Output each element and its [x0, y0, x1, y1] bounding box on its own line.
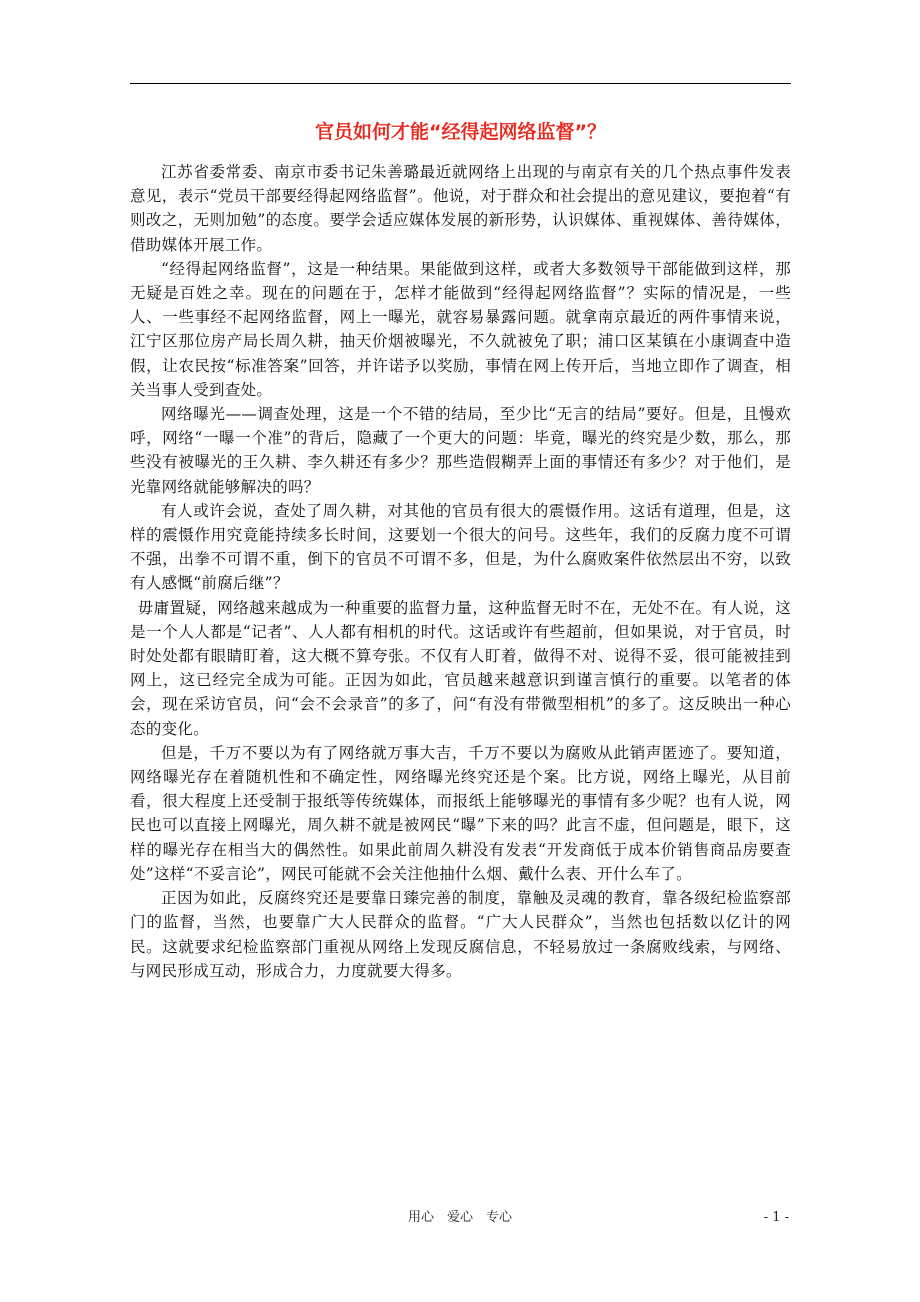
footer-motto: 用心 爱心 专心 [407, 1210, 512, 1225]
paragraph-7: 正因为如此，反腐终究还是要靠日臻完善的制度，靠触及灵魂的教育，靠各级纪检监察部门的监督，当然，也要靠广大人民群众的监督。“广大人民群众”，当然也包括数以亿计的网民。这就要求纪检监察部门重视从网络上发现反腐信息，不轻易放过一条腐败线索，与网络、与网民形成互动，形成合力，力度就要大得多。 [130, 889, 791, 980]
paragraph-4: 有人或许会说，查处了周久耕，对其他的官员有很大的震慑作用。这话有道理，但是，这样的震慑作用究竟能持续多长时间，这要划一个很大的问号。这些年，我们的反腐力度不可谓不强，出拳不可谓不重，倒下的官员不可谓不多，但是，为什么腐败案件依然层出不穷，以致有人感慨“前腐后继”？ [130, 501, 791, 593]
page-footer [0, 1207, 920, 1229]
paragraph-2: “经得起网络监督”，这是一种结果。果能做到这样，或者大多数领导干部能做到这样，那无疑是百姓之幸。现在的问题在于，怎样才能做到“经得起网络监督”？实际的情况是，一些人、一些事经不起网络监督，网上一曝光，就容易暴露问题。就拿南京最近的两件事情来说，江宁区那位房产局长周久耕，抽天价烟被曝光，不久就被免了职；浦口区某镇在小康调查中造假，让农民按“标准答案”回答，并许诺予以奖励，事情在网上传开后，当地立即作了调查，相关当事人受到查处。 [130, 259, 791, 399]
page-number: - 1 - [763, 1210, 789, 1225]
paragraph-5: 毋庸置疑，网络越来越成为一种重要的监督力量，这种监督无时不在，无处不在。有人说，这是一个人人都是“记者”、人人都有相机的时代。这话或许有些超前，但如果说，对于官员，时时处处都有眼睛盯着，这大概不算夸张。不仅有人盯着，做得不对、说得不妥，很可能被挂到网上，这已经完全成为可能。正因为如此，官员越来越意识到谨言慎行的重要。以笔者的体会，现在采访官员，问“会不会录音”的多了，问“有没有带微型相机”的多了。这反映出一种心态的变化。 [130, 598, 791, 738]
article-title: 官员如何才能“经得起网络监督”？ [315, 121, 606, 143]
paragraph-6: 但是，千万不要以为有了网络就万事大吉，千万不要以为腐败从此销声匿迹了。要知道，网络曝光存在着随机性和不确定性，网络曝光终究还是个案。比方说，网络上曝光，从目前看，很大程度上还受制于报纸等传统媒体，而报纸上能够曝光的事情有多少呢？也有人说，网民也可以直接上网曝光，周久耕不就是被网民“曝”下来的吗？此言不虚，但问题是，眼下，这样的曝光存在相当大的偶然性。如果此前周久耕没有发表“开发商低于成本价销售商品房要查处”这样“不妥言论”，网民可能就不会关注他抽什么烟、戴什么表、开什么车了。 [130, 743, 791, 883]
paragraph-1: 江苏省委常委、南京市委书记朱善璐最近就网络上出现的与南京有关的几个热点事件发表意见，表示“党员干部要经得起网络监督”。他说，对于群众和社会提出的意见建议，要抱着“有则改之，无则加勉”的态度。要学会适应媒体发展的新形势，认识媒体、重视媒体、善待媒体，借助媒体开展工作。 [130, 163, 791, 254]
header-rule [130, 83, 791, 84]
article-body [130, 160, 791, 983]
paragraph-3: 网络曝光——调查处理，这是一个不错的结局，至少比“无言的结局”要好。但是，且慢欢呼，网络“一曝一个准”的背后，隐藏了一个更大的问题：毕竟，曝光的终究是少数，那么，那些没有被曝光的王久耕、李久耕还有多少？那些造假糊弄上面的事情还有多少？对于他们，是光靠网络就能够解决的吗？ [130, 405, 791, 496]
